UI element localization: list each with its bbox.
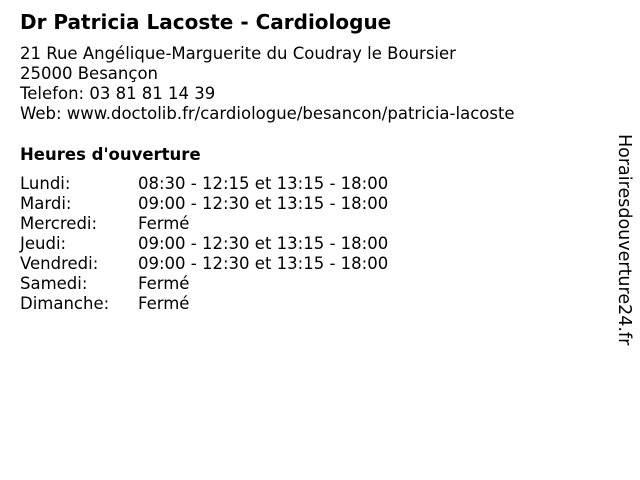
website-link[interactable]: Web: www.doctolib.fr/cardiologue/besancon/patricia-lacoste <box>20 104 515 123</box>
hours-row-sunday <box>20 294 388 314</box>
day-hours: Fermé <box>138 214 190 233</box>
day-hours: 09:00 - 12:30 et 13:15 - 18:00 <box>138 254 389 273</box>
day-hours: 09:00 - 12:30 et 13:15 - 18:00 <box>138 234 389 253</box>
hours-heading: Heures d'ouverture <box>20 145 201 164</box>
day-hours: Fermé <box>138 274 190 293</box>
day-label: Jeudi: <box>20 234 67 253</box>
hours-row-friday <box>20 254 388 274</box>
address-street: 21 Rue Angélique-Marguerite du Coudray le Boursier <box>20 44 456 63</box>
hours-table <box>20 174 388 314</box>
day-label: Samedi: <box>20 274 88 293</box>
day-hours: 09:00 - 12:30 et 13:15 - 18:00 <box>138 194 389 213</box>
hours-row-wednesday <box>20 214 388 234</box>
hours-row-saturday <box>20 274 388 294</box>
day-hours: Fermé <box>138 294 190 313</box>
phone-number: Telefon: 03 81 81 14 39 <box>20 84 216 103</box>
day-label: Vendredi: <box>20 254 99 273</box>
site-watermark: Horairesdouverture24.fr <box>614 134 634 346</box>
page-title: Dr Patricia Lacoste - Cardiologue <box>20 10 392 34</box>
day-label: Lundi: <box>20 174 71 193</box>
day-label: Dimanche: <box>20 294 110 313</box>
hours-row-thursday <box>20 234 388 254</box>
hours-row-tuesday <box>20 194 388 214</box>
address-city: 25000 Besançon <box>20 64 158 83</box>
day-label: Mercredi: <box>20 214 98 233</box>
day-hours: 08:30 - 12:15 et 13:15 - 18:00 <box>138 174 389 193</box>
day-label: Mardi: <box>20 194 72 213</box>
contact-block <box>20 44 515 124</box>
hours-row-monday <box>20 174 388 194</box>
